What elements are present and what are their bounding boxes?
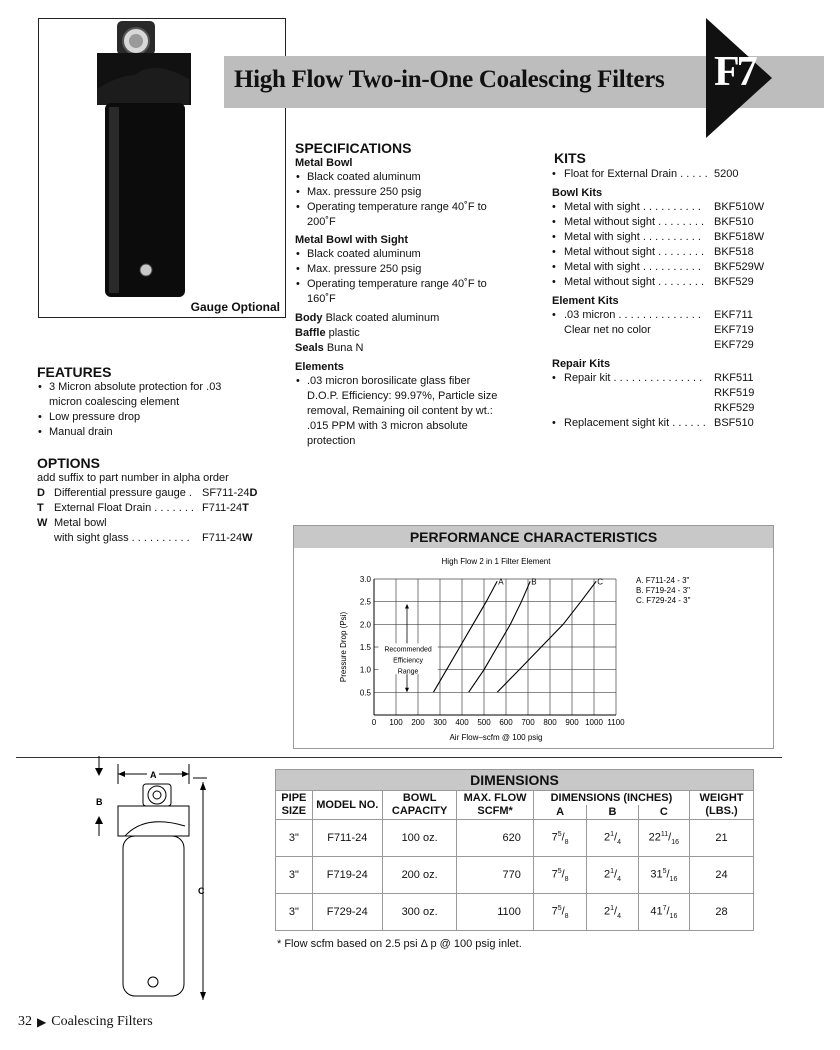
features-list xyxy=(37,380,252,440)
dimensions-section xyxy=(275,769,754,931)
dim-label-a: A xyxy=(150,770,157,780)
list-item: • Metal with sight . . . . . . . . . . BKF510W xyxy=(552,201,765,213)
legend-entry: A. F711-24 - 3" xyxy=(636,576,690,585)
elements-title: Elements xyxy=(295,361,344,373)
legend-entry: C. F729-24 - 3" xyxy=(636,596,691,605)
list-item: • .03 micron borosilicate glass fiber D.O.P. Efficiency: 99.97%, Particle size removal, Remaining oil content by wt.: .015 PPM with 3 micron absolute protection xyxy=(295,374,500,449)
specifications-heading: SPECIFICATIONS xyxy=(295,140,412,156)
kits-section xyxy=(552,150,792,431)
list-item: • Black coated aluminum xyxy=(295,247,500,262)
list-item: • Manual drain xyxy=(37,425,252,440)
body-value: Black coated aluminum xyxy=(325,312,440,324)
metal-bowl-list xyxy=(295,170,500,230)
bowl-kits-list xyxy=(552,200,792,290)
performance-heading: PERFORMANCE CHARACTERISTICS xyxy=(294,526,773,548)
col-bowl: BOWL CAPACITY xyxy=(382,791,456,820)
series-line-a xyxy=(433,581,497,692)
list-item: • Operating temperature range 40˚F to 160˚F xyxy=(295,277,500,307)
chart-title: High Flow 2 in 1 Filter Element xyxy=(441,557,551,566)
x-tick-label: 1000 xyxy=(585,718,603,727)
y-tick-label: 1.0 xyxy=(359,665,371,675)
x-tick-label: 800 xyxy=(543,718,557,727)
col-model: MODEL NO. xyxy=(312,791,382,820)
table-row: 3" F729-24 300 oz. 1100 $7^5/_8$ $2^1/_4$ $41^7/_{16}$ 28 xyxy=(276,894,754,931)
col-pipe-size: PIPE SIZE xyxy=(276,791,313,820)
element-kit-row: • .03 micron . . . . . . . . . . . . . . EKF711 xyxy=(552,309,753,321)
x-tick-label: 0 xyxy=(371,718,377,727)
bowl-kits-title: Bowl Kits xyxy=(552,187,603,199)
options-heading: OPTIONS xyxy=(37,455,101,471)
series-line-c xyxy=(497,581,596,692)
page-title: High Flow Two-in-One Coalescing Filters xyxy=(234,66,665,93)
col-c: C xyxy=(638,805,689,820)
y-tick-label: 2.5 xyxy=(359,597,371,607)
float-kit-row: • Float for External Drain . . . . . 5200 xyxy=(552,168,739,180)
x-tick-label: 600 xyxy=(499,718,513,727)
option-row-w: W Metal bowl xyxy=(37,517,107,529)
col-b: B xyxy=(587,805,638,820)
options-intro: add suffix to part number in alpha order xyxy=(37,472,229,484)
col-dimensions: DIMENSIONS (INCHES) xyxy=(533,791,689,806)
metal-bowl-sight-list xyxy=(295,247,500,307)
series-label-c: C xyxy=(597,577,603,587)
float-kit-code: 5200 xyxy=(714,168,739,180)
x-tick-label: 700 xyxy=(521,718,535,727)
section-tab-label: F7 xyxy=(714,49,755,95)
section-tab xyxy=(706,18,778,143)
dimensions-heading: DIMENSIONS xyxy=(276,770,754,791)
table-row: 3" F719-24 200 oz. 770 $7^5/_8$ $2^1/_4$ $31^5/_{16}$ 24 xyxy=(276,857,754,894)
materials-body xyxy=(295,311,500,326)
x-tick-label: 200 xyxy=(411,718,425,727)
dim-label-b: B xyxy=(96,797,103,807)
x-tick-label: 900 xyxy=(565,718,579,727)
body-label: Body xyxy=(295,312,323,324)
range-arrowhead-down xyxy=(405,688,409,693)
page-footer xyxy=(18,1014,153,1030)
metal-bowl-title: Metal Bowl xyxy=(295,157,353,169)
x-axis-label: Air Flow–scfm @ 100 psig xyxy=(449,733,543,742)
list-item: • 3 Micron absolute protection for .03 micron coalescing element xyxy=(37,380,252,410)
seals-label: Seals xyxy=(295,342,324,354)
metal-bowl-sight-title: Metal Bowl with Sight xyxy=(295,234,409,246)
col-a: A xyxy=(533,805,586,820)
element-kit-subline: Clear net no color EKF719 xyxy=(564,324,754,336)
list-item: • Metal with sight . . . . . . . . . . BKF529W xyxy=(552,261,765,273)
list-item: • Max. pressure 250 psig xyxy=(295,262,500,277)
list-item: • Operating temperature range 40˚F to 200˚F xyxy=(295,200,500,230)
x-tick-label: 100 xyxy=(389,718,403,727)
specifications-section xyxy=(295,140,500,449)
float-kit-name: Float for External Drain . . . . . xyxy=(564,168,708,180)
element-kit-extra-code: EKF729 xyxy=(714,339,754,351)
performance-chart xyxy=(294,549,773,747)
dimensions-table xyxy=(275,769,754,931)
page-number: 32 xyxy=(18,1014,32,1029)
footer-section-name: Coalescing Filters xyxy=(51,1014,153,1029)
repair-kits-title: Repair Kits xyxy=(552,358,611,370)
dim-label-c: C xyxy=(198,886,205,896)
y-tick-label: 1.5 xyxy=(359,643,371,652)
list-item: • Black coated aluminum xyxy=(295,170,500,185)
gauge-optional-caption: Gauge Optional xyxy=(190,300,280,314)
materials-seals xyxy=(295,341,500,356)
baffle-value: plastic xyxy=(328,327,360,339)
y-tick-label: 2.0 xyxy=(359,620,371,630)
annotation-text: Recommended xyxy=(384,646,432,654)
options-section xyxy=(37,455,282,546)
annotation-text: Efficiency xyxy=(393,657,424,665)
list-item: • Max. pressure 250 psig xyxy=(295,185,500,200)
dimension-drawing xyxy=(85,756,225,1006)
y-tick-label: 0.5 xyxy=(359,688,371,698)
kits-heading: KITS xyxy=(554,150,586,166)
materials-baffle xyxy=(295,326,500,341)
series-label-a: A xyxy=(498,577,504,587)
option-row-w-cont: with sight glass . . . . . . . . . . F711-24W xyxy=(54,532,253,544)
legend-entry: B. F719-24 - 3" xyxy=(636,586,690,595)
table-row: 3" F711-24 100 oz. 620 $7^5/_8$ $2^1/_4$ $22^{11}/_{16}$ 21 xyxy=(276,820,754,857)
repair-kit-extra-code: RKF529 xyxy=(714,402,755,414)
list-item: • Metal without sight . . . . . . . . BKF518 xyxy=(552,246,754,258)
y-tick-label: 3.0 xyxy=(359,575,371,584)
baffle-label: Baffle xyxy=(295,327,326,339)
range-arrowhead-up xyxy=(405,604,409,609)
option-row-t: T External Float Drain . . . . . . . F711-24T xyxy=(37,502,249,514)
features-heading: FEATURES xyxy=(37,364,112,380)
list-item: • Metal without sight . . . . . . . . BKF529 xyxy=(552,276,754,288)
elements-list xyxy=(295,374,500,449)
list-item: • Metal without sight . . . . . . . . BKF510 xyxy=(552,216,754,228)
x-tick-label: 500 xyxy=(477,718,491,727)
play-arrow-icon: ▶ xyxy=(37,1014,47,1029)
x-tick-label: 300 xyxy=(433,718,447,727)
features-section xyxy=(37,364,252,440)
seals-value: Buna N xyxy=(326,342,364,354)
col-weight: WEIGHT (LBS.) xyxy=(690,791,754,820)
element-kits-title: Element Kits xyxy=(552,295,619,307)
list-item: • Low pressure drop xyxy=(37,410,252,425)
flow-footnote: * Flow scfm based on 2.5 psi Δ p @ 100 psig inlet. xyxy=(277,938,522,950)
x-tick-label: 400 xyxy=(455,718,469,727)
option-row-d: D Differential pressure gauge . SF711-24D xyxy=(37,487,258,499)
performance-box xyxy=(293,525,774,749)
x-tick-label: 1100 xyxy=(607,718,625,727)
repair-kit-row: • Repair kit . . . . . . . . . . . . . . . RKF511 xyxy=(552,372,754,384)
series-line-b xyxy=(469,581,531,692)
replacement-sight-kit-row: • Replacement sight kit . . . . . . BSF510 xyxy=(552,417,754,429)
repair-kit-extra-code: RKF519 xyxy=(714,387,755,399)
annotation-text: Range xyxy=(397,668,419,676)
series-label-b: B xyxy=(531,577,537,587)
col-flow: MAX. FLOW SCFM* xyxy=(457,791,534,820)
list-item: • Metal with sight . . . . . . . . . . BKF518W xyxy=(552,231,765,243)
y-axis-label: Pressure Drop (Psi) xyxy=(339,611,348,683)
